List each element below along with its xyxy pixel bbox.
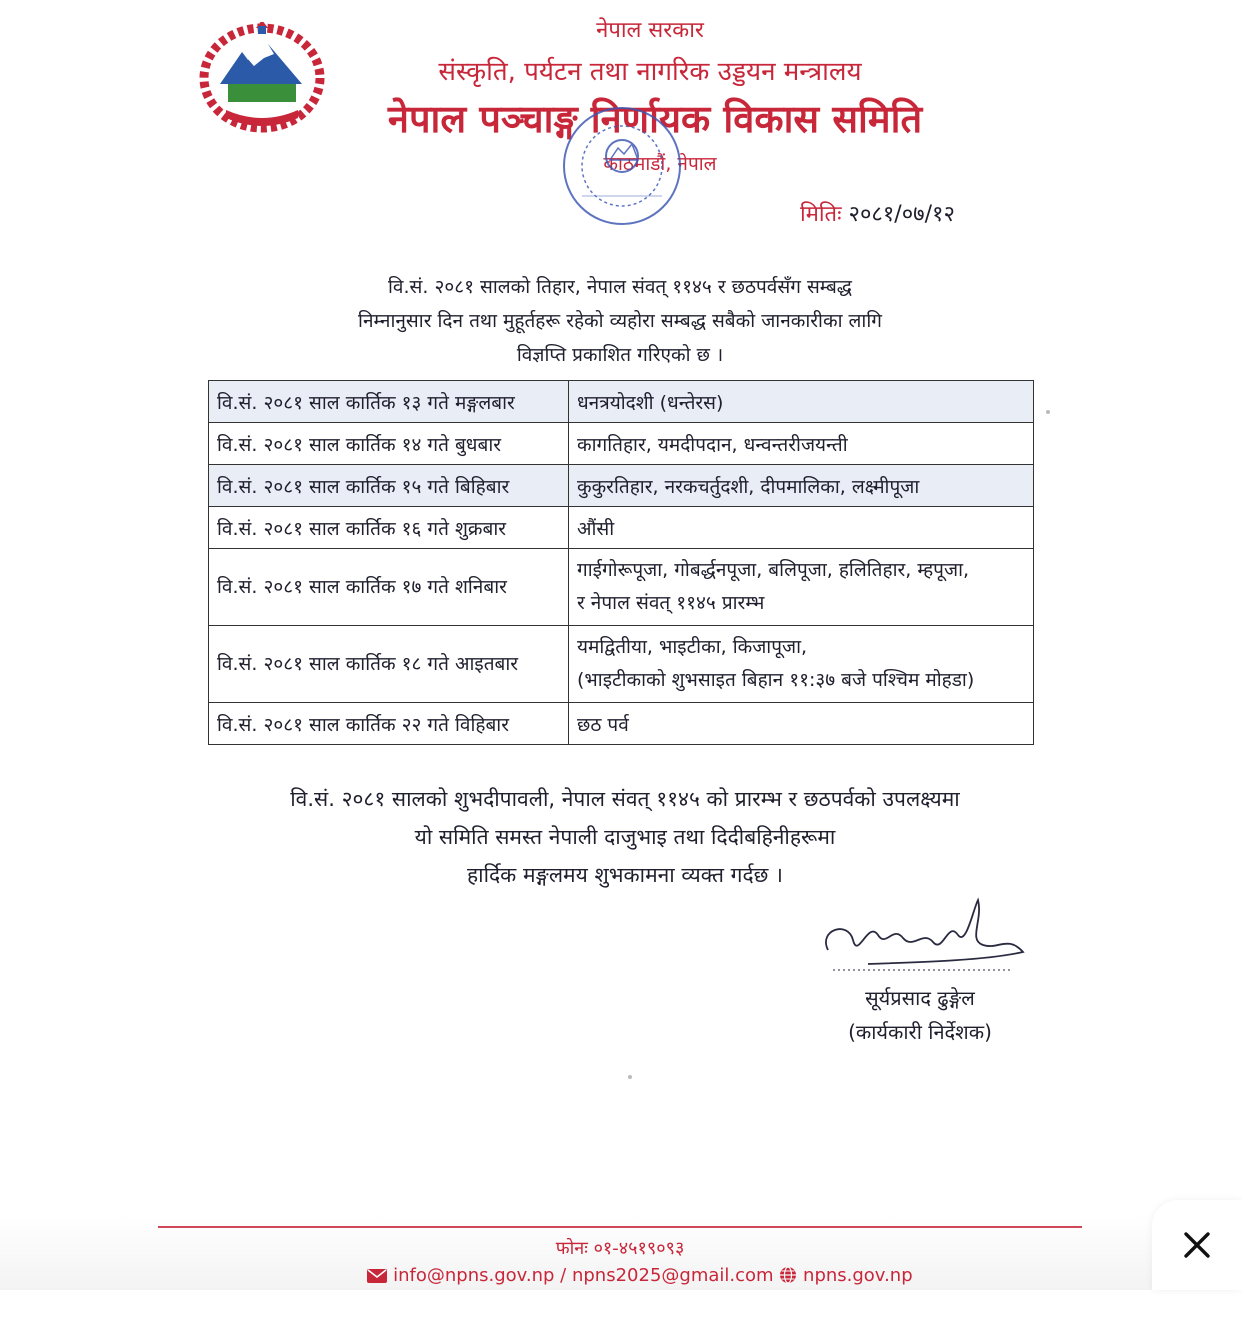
date-cell: वि.सं. २०८१ साल कार्तिक १८ गते आइतबार	[209, 626, 569, 703]
signatory-title: (कार्यकारी निर्देशक)	[848, 1020, 992, 1044]
intro-paragraph	[290, 270, 950, 372]
close-icon	[1182, 1230, 1212, 1260]
intro-line: विज्ञप्ति प्रकाशित गरिएको छ ।	[516, 344, 724, 366]
table-row	[209, 549, 1034, 626]
table-row	[209, 703, 1034, 745]
table-row	[209, 423, 1034, 465]
event-line: (भाइटीकाको शुभसाइत बिहान ११:३७ बजे पश्चिम मोहडा)	[577, 669, 975, 691]
footer-contact	[300, 1265, 980, 1286]
date-cell: वि.सं. २०८१ साल कार्तिक १३ गते मङ्गलबार	[209, 381, 569, 423]
event-line: गाईगोरूपूजा, गोबर्द्धनपूजा, बलिपूजा, हलितिहार, म्हपूजा,	[577, 559, 970, 581]
date-value: २०८१/०७/१२	[848, 202, 955, 227]
event-line: यमद्वितीया, भाइटीका, किजापूजा,	[577, 636, 808, 658]
festival-schedule-table	[208, 380, 1034, 745]
footer-website[interactable]: npns.gov.np	[803, 1265, 913, 1286]
intro-line: वि.सं. २०८१ सालको तिहार, नेपाल संवत् ११४५ र छठपर्वसँग सम्बद्ध	[388, 276, 852, 298]
event-line: र नेपाल संवत् ११४५ प्रारम्भ	[577, 592, 765, 614]
events-cell	[569, 626, 1034, 703]
intro-line: निम्नानुसार दिन तथा मुहूर्तहरू रहेको व्यहोरा सम्बद्ध सबैको जानकारीका लागि	[358, 310, 882, 332]
greeting-line: हार्दिक मङ्गलमय शुभकामना व्यक्त गर्दछ ।	[466, 863, 783, 887]
footer-phone: फोनः ०१-४५१९०९३	[555, 1238, 685, 1259]
date-cell: वि.सं. २०८१ साल कार्तिक २२ गते विहिबार	[209, 703, 569, 745]
table-row	[209, 626, 1034, 703]
table-row	[209, 507, 1034, 549]
date-cell: वि.सं. २०८१ साल कार्तिक १६ गते शुक्रबार	[209, 507, 569, 549]
date-cell: वि.सं. २०८१ साल कार्तिक १५ गते बिहिबार	[209, 465, 569, 507]
globe-icon	[779, 1266, 797, 1284]
table-row	[209, 465, 1034, 507]
speck	[1046, 410, 1050, 414]
speck	[628, 1075, 632, 1079]
events-cell: कुकुरतिहार, नरकचर्तुदशी, दीपमालिका, लक्ष्मीपूजा	[569, 465, 1034, 507]
greeting-paragraph	[200, 780, 1050, 894]
footer-emails[interactable]: info@npns.gov.np / npns2025@gmail.com	[393, 1265, 774, 1286]
events-cell: छठ पर्व	[569, 703, 1034, 745]
greeting-line: यो समिति समस्त नेपाली दाजुभाइ तथा दिदीबहिनीहरूमा	[414, 825, 836, 849]
close-button[interactable]	[1152, 1200, 1242, 1290]
greeting-line: वि.सं. २०८१ सालको शुभदीपावली, नेपाल संवत् ११४५ को प्रारम्भ र छठपर्वको उपलक्ष्यमा	[290, 787, 960, 811]
office-seal-icon	[552, 96, 692, 236]
committee-city: काठमाडौं, नेपाल	[603, 153, 717, 175]
footer-divider	[158, 1226, 1082, 1228]
notice-date	[800, 198, 955, 228]
government-name: नेपाल सरकार	[596, 18, 704, 43]
date-cell: वि.सं. २०८१ साल कार्तिक १४ गते बुधबार	[209, 423, 569, 465]
table-row	[209, 381, 1034, 423]
date-label: मितिः	[800, 202, 842, 227]
events-cell: धनत्रयोदशी (धन्तेरस)	[569, 381, 1034, 423]
viewer-bottom-strip	[0, 1290, 1242, 1337]
events-cell: औंसी	[569, 507, 1034, 549]
ministry-name: संस्कृति, पर्यटन तथा नागरिक उड्डयन मन्त्रालय	[438, 57, 862, 87]
signature-icon	[808, 890, 1038, 980]
committee-name: नेपाल पञ्चाङ्ग निर्णायक विकास समिति	[387, 97, 923, 141]
date-cell: वि.सं. २०८१ साल कार्तिक १७ गते शनिबार	[209, 549, 569, 626]
mail-icon	[367, 1268, 387, 1284]
events-cell	[569, 549, 1034, 626]
events-cell: कागतिहार, यमदीपदान, धन्वन्तरीजयन्ती	[569, 423, 1034, 465]
signatory-name: सूर्यप्रसाद ढुङ्गेल	[865, 986, 975, 1010]
nepal-emblem-icon	[198, 22, 326, 134]
